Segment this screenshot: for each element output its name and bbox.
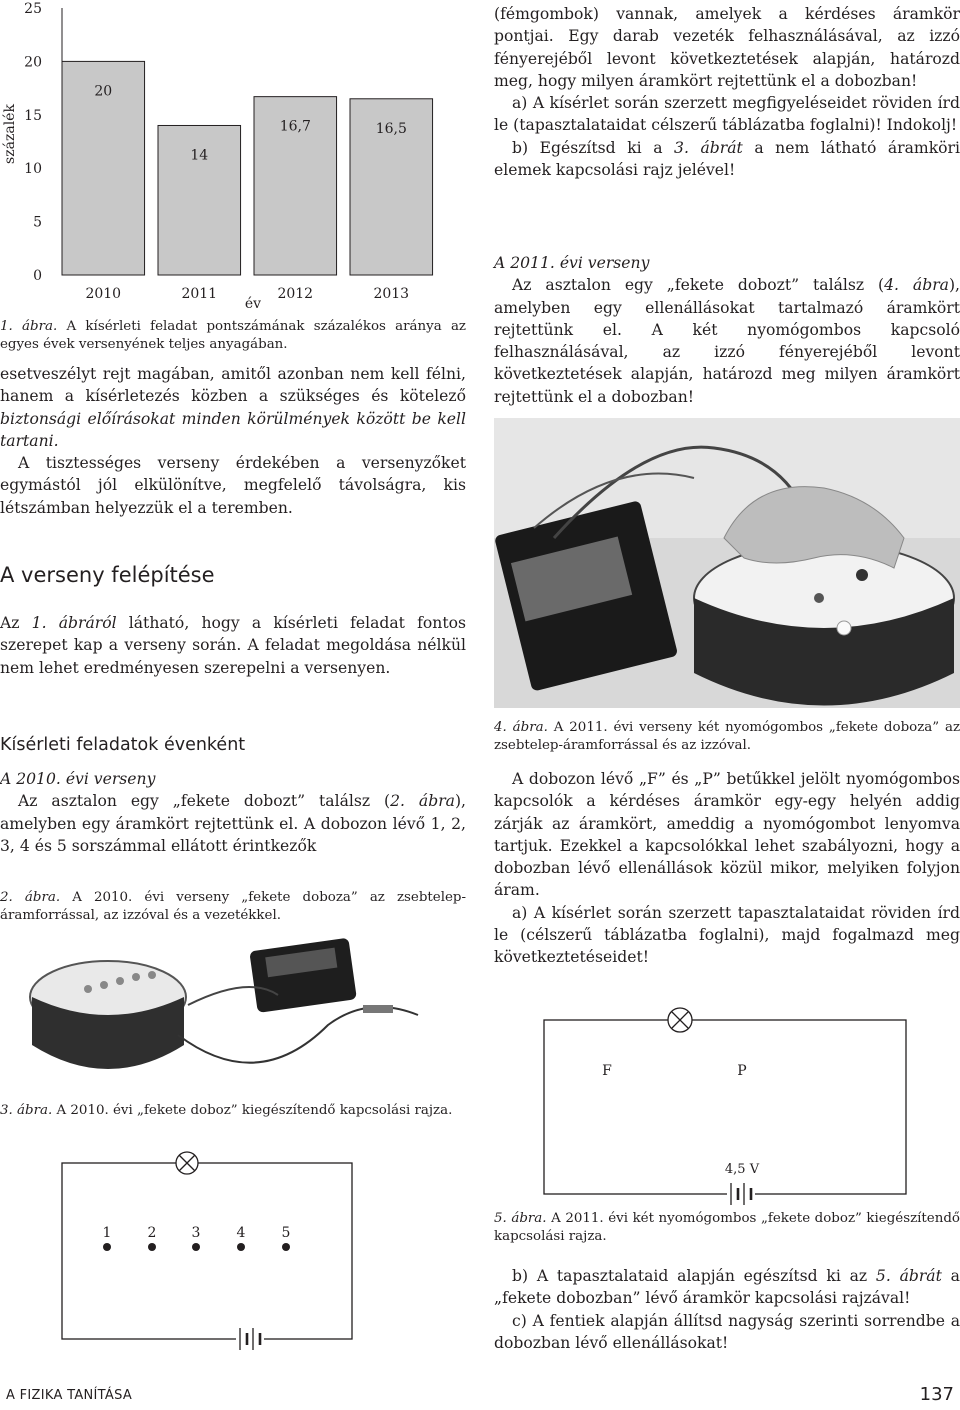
figure-1-chart [0, 0, 470, 310]
contact-5-dot [282, 1243, 290, 1251]
figure-2-photo [28, 935, 448, 1095]
battery-icon [727, 1180, 755, 1205]
paragraph-structure: Az 1. ábráról látható, hogy a kísérleti feladat fontos szerepet kap a verseny során. A feladat megoldása nélkül nem lehet eredményesen szerepelni a versenyen. [0, 614, 466, 677]
question-2010-b: b) Egészítsd ki a 3. ábrát a nem látható áramköri elemek kapcsolási rajz jelével! [494, 138, 960, 180]
y-axis-label: százalék [2, 104, 18, 164]
right-column-bottom [494, 1265, 960, 1354]
y-tick-label: 5 [33, 214, 42, 231]
switch-p-label: P [737, 1063, 747, 1079]
contact-5-label: 5 [281, 1225, 291, 1241]
y-tick-label: 10 [24, 161, 42, 178]
paragraph-2010: Az asztalon egy „fekete dobozt” találsz (2. ábra), amelyben egy áramkört rejtettünk el. A dobozon lévő 1, 2, 3, 4 és 5 sorszámmal ellátott érintkezők [0, 792, 466, 855]
figure-5-caption: 5. ábra. A 2011. évi két nyomógombos „fekete doboz” kiegészítendő kapcsolási rajza. [494, 1211, 960, 1245]
x-tick-label: 2012 [277, 286, 314, 302]
contact-1-dot [103, 1243, 111, 1251]
x-tick-label: 2013 [373, 286, 410, 302]
contact-1-label: 1 [102, 1225, 112, 1241]
y-tick-label: 25 [24, 1, 42, 17]
paragraph-2011: Az asztalon egy „fekete dobozt” találsz (4. ábra), amelyben egy ellenállásokat tartalmazó áramkört rejtettünk el. A két nyomógombos kapcsoló felhasználásával, az izzó fényerejéből levont következtetések alapján, határozd meg milyen áramkört rejtettünk el a dobozban! [494, 276, 960, 406]
left-column-top [0, 363, 466, 519]
question-2011-a: a) A kísérlet során szerzett tapasztalataidat röviden írd le (célszerű táblázatba foglalni), majd fogalmazd meg következtetéseidet! [494, 903, 960, 967]
right-column-top [494, 3, 960, 181]
y-tick-label: 0 [33, 268, 42, 284]
year-2010-heading: A 2010. évi verseny [0, 770, 156, 788]
page-number: 137 [919, 1384, 954, 1405]
bar-value-label: 16,5 [375, 120, 407, 137]
paragraph-contacts: (fémgombok) vannak, amelyek a kérdéses áramkör pontjai. Egy darab vezeték felhasználásával, az izzó fényerejéből levont következtetések alapján, határozd meg, hogy milyen áramkört rejtettünk el a dobozban! [494, 5, 960, 90]
question-2011-c: c) A fentiek alapján állítsd nagyság szerinti sorrendbe a dobozban lévő ellenállásokat! [494, 1311, 960, 1352]
voltage-label: 4,5 V [724, 1162, 760, 1177]
figure-4-photo [494, 418, 960, 708]
journal-name: A FIZIKA TANÍTÁSA [6, 1388, 133, 1403]
switch-f-label: F [602, 1063, 612, 1079]
x-axis-label: év [244, 296, 262, 310]
battery-icon [236, 1325, 264, 1353]
contact-4-label: 4 [236, 1225, 246, 1241]
right-column-switches [494, 768, 960, 969]
bar-value-label: 20 [94, 83, 113, 100]
figure-1-caption: 1. ábra. A kísérleti feladat pontszámának százalékos aránya az egyes évek versenyének teljes anyagában. [0, 319, 466, 353]
paragraph-safety: esetveszélyt rejt magában, amitől azonban nem kell félni, hanem a kísérletezés közben a szükséges és kötelező biztonsági előírásokat minden körülmények között be kell tartani. [0, 365, 466, 450]
y-tick-label: 20 [24, 54, 42, 71]
paragraph-switches: A dobozon lévő „F” és „P” betűkkel jelölt nyomógombos kapcsolók a kérdéses áramkör egy-egy helyén addig zárják az áramkört, ameddig a nyomógombot lenyomva tartjuk. Ezekkel a kapcsolókkal lehet szabályozni, hogy a dobozban lévő ellenállások közül mikor, melyiken folyjon áram. [494, 770, 960, 900]
left-column-structure [0, 612, 466, 679]
paragraph-fair-play: A tisztességes verseny érdekében a versenyzőket egymástól jól elkülönítve, megfelelő távolságra, kis létszámban helyezzük el a teremben. [0, 454, 466, 517]
contact-2-label: 2 [147, 1225, 157, 1241]
figure-4-caption: 4. ábra. A 2011. évi verseny két nyomógombos „fekete doboza” az zsebtelep-áramforrással és az izzóval. [494, 720, 960, 754]
figure-5-circuit [494, 995, 960, 1205]
figure-3-circuit [0, 1125, 470, 1375]
y-tick-label: 15 [24, 107, 42, 124]
right-column-2011 [494, 252, 960, 408]
bar-value-label: 16,7 [279, 118, 311, 135]
year-2011-heading: A 2011. évi verseny [494, 254, 650, 272]
contact-2-dot [148, 1243, 156, 1251]
x-tick-label: 2011 [181, 286, 218, 302]
figure-2-caption: 2. ábra. A 2010. évi verseny „fekete doboza” az zsebtelep-áramforrással, az izzóval és a vezetékkel. [0, 890, 467, 924]
bar-value-label: 14 [190, 147, 209, 164]
left-column-2010 [0, 768, 466, 857]
x-tick-label: 2010 [85, 286, 122, 302]
subsection-heading: Kísérleti feladatok évenként [0, 735, 246, 755]
figure-3-caption: 3. ábra. A 2010. évi „fekete doboz” kiegészítendő kapcsolási rajza. [0, 1103, 453, 1118]
question-2011-b: b) A tapasztalataid alapján egészítsd ki az 5. ábrát a „fekete dobozban” lévő áramkör kapcsolási rajzával! [494, 1267, 960, 1308]
section-heading: A verseny felépítése [0, 563, 215, 587]
contact-3-dot [192, 1243, 200, 1251]
contact-4-dot [237, 1243, 245, 1251]
question-2010-a: a) A kísérlet során szerzett megfigyeléseidet röviden írd le (tapasztalataidat célszerű táblázatba foglalni)! Indokolj! [494, 94, 960, 135]
contact-3-label: 3 [191, 1225, 201, 1241]
